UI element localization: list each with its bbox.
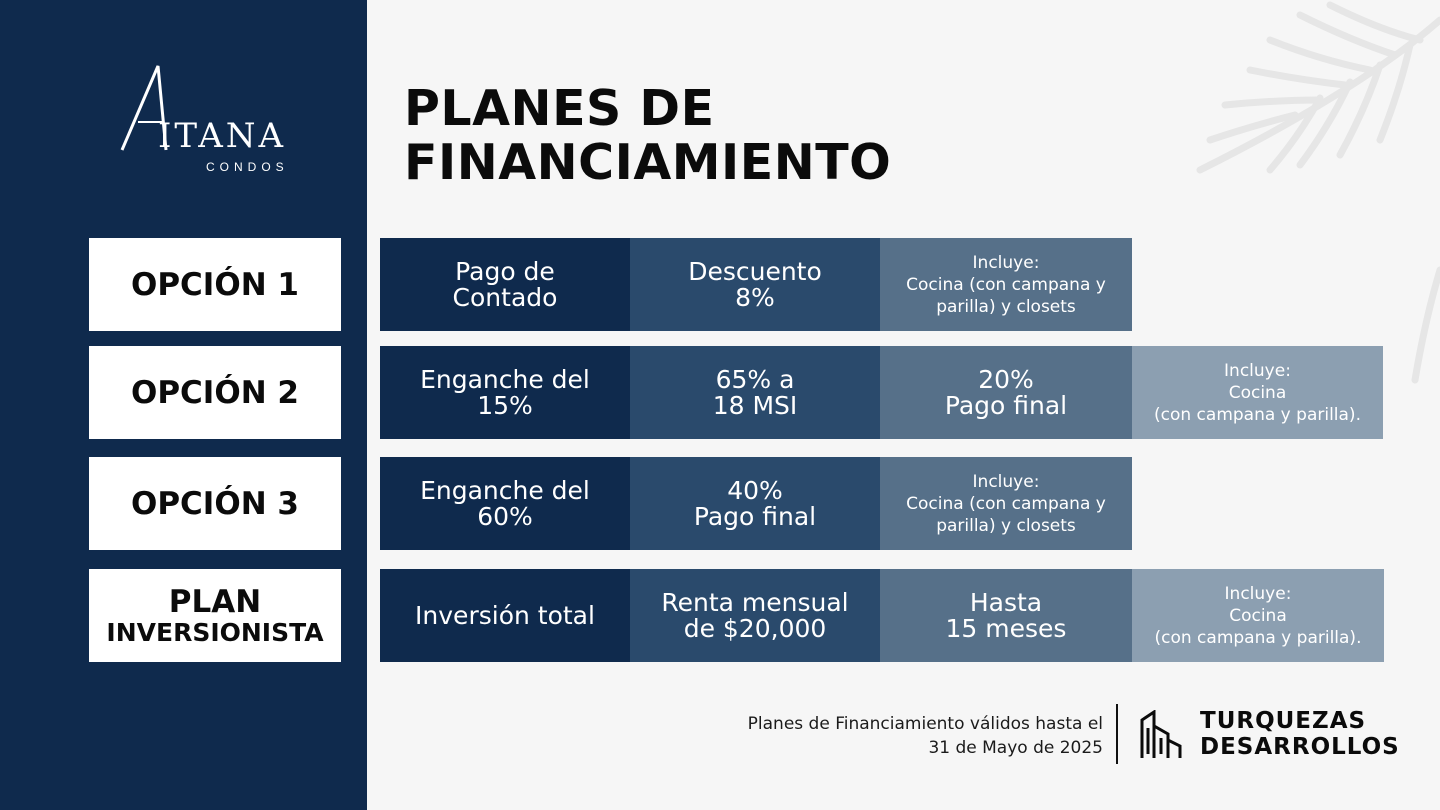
title-line-2: FINANCIAMIENTO bbox=[404, 134, 892, 191]
option-1-cell-discount: Descuento 8% bbox=[630, 238, 880, 331]
investor-plan-label-line-1: PLAN bbox=[168, 583, 262, 620]
option-1-cell-includes: Incluye: Cocina (con campana y parilla) y closets bbox=[880, 238, 1132, 331]
option-2-cell-installments: 65% a 18 MSI bbox=[630, 346, 880, 439]
investor-cell-includes: Incluye: Cocina (con campana y parilla). bbox=[1132, 569, 1384, 662]
option-2-cell-final: 20% Pago final bbox=[880, 346, 1132, 439]
aitana-logo bbox=[118, 62, 308, 182]
option-3-label: OPCIÓN 3 bbox=[89, 457, 341, 550]
investor-cell-rent: Renta mensual de $20,000 bbox=[630, 569, 880, 662]
option-2-cell-includes: Incluye: Cocina (con campana y parilla). bbox=[1132, 346, 1383, 439]
option-3-cell-final: 40% Pago final bbox=[630, 457, 880, 550]
option-1-label: OPCIÓN 1 bbox=[89, 238, 341, 331]
investor-cell-investment: Inversión total bbox=[380, 569, 630, 662]
option-1-cell-payment: Pago de Contado bbox=[380, 238, 630, 331]
title-line-1: PLANES DE bbox=[404, 80, 715, 137]
investor-plan-label-line-2: INVERSIONISTA bbox=[106, 617, 324, 647]
building-icon bbox=[1138, 710, 1184, 760]
logo-wordmark: ITANA bbox=[158, 116, 287, 156]
page-title bbox=[404, 82, 891, 190]
investor-cell-term: Hasta 15 meses bbox=[880, 569, 1132, 662]
palm-leaf-decoration bbox=[1180, 0, 1440, 400]
investor-plan-label bbox=[89, 569, 341, 662]
option-2-cell-downpayment: Enganche del 15% bbox=[380, 346, 630, 439]
validity-note: Planes de Financiamiento válidos hasta el 31 de Mayo de 2025 bbox=[747, 714, 1103, 758]
option-2-label: OPCIÓN 2 bbox=[89, 346, 341, 439]
logo-subtitle: CONDOS bbox=[206, 160, 289, 174]
option-3-cell-downpayment: Enganche del 60% bbox=[380, 457, 630, 550]
footer-divider bbox=[1116, 704, 1118, 764]
option-3-cell-includes: Incluye: Cocina (con campana y parilla) y closets bbox=[880, 457, 1132, 550]
brand-name: TURQUEZAS DESARROLLOS bbox=[1200, 708, 1400, 760]
